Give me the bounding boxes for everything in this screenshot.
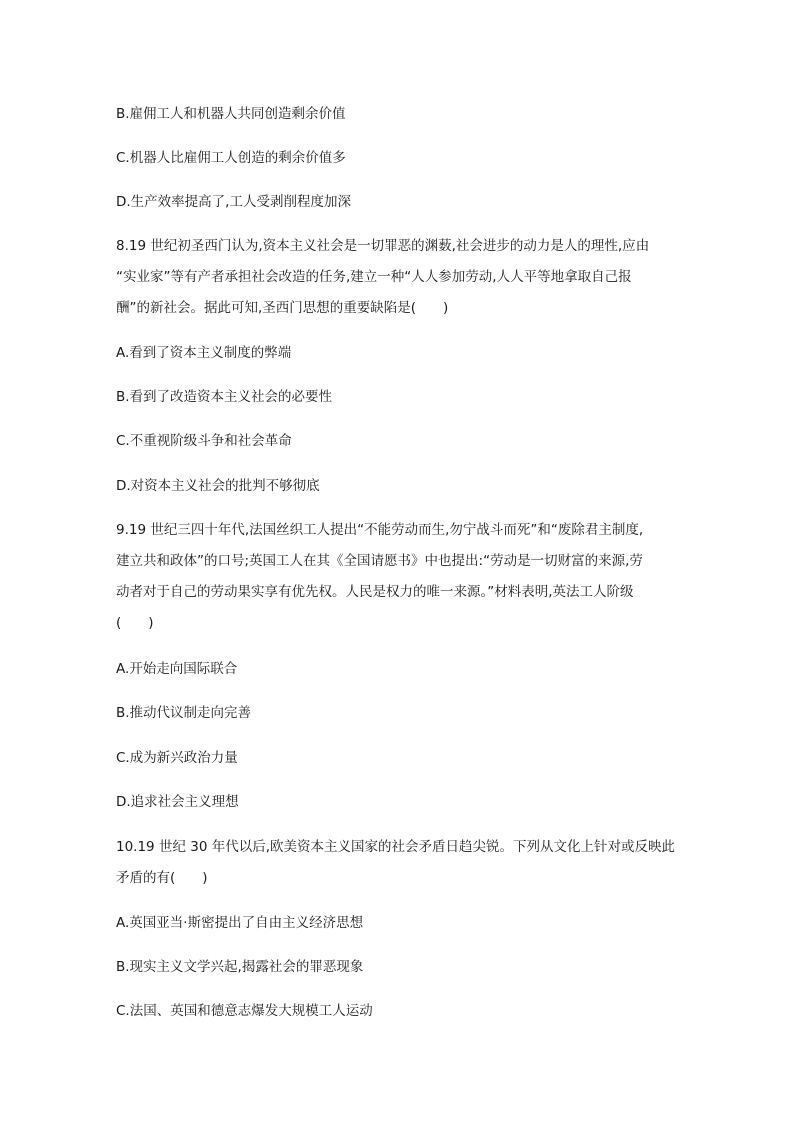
q8-option-a: A.看到了资本主义制度的弊端 [116,345,292,361]
q7-option-b: B.雇佣工人和机器人共同创造剩余价值 [116,106,346,122]
q10-stem-line-1: 10.19 世纪 30 年代以后,欧美资本主义国家的社会矛盾日趋尖锐。下列从文化上针对或反映此 [116,839,675,855]
q8-stem-line-3: 酬”的新社会。据此可知,圣西门思想的重要缺陷是( ) [116,300,449,316]
q8-stem-line-1: 8.19 世纪初圣西门认为,资本主义社会是一切罪恶的渊薮,社会进步的动力是人的理性,应由 [116,238,650,254]
q8-option-d: D.对资本主义社会的批判不够彻底 [116,478,320,494]
q9-stem-line-1: 9.19 世纪三四十年代,法国丝织工人提出“不能劳动而生,勿宁战斗而死”和“废除君主制度, [116,522,644,538]
q10-option-c: C.法国、英国和德意志爆发大规模工人运动 [116,1003,373,1019]
q9-option-c: C.成为新兴政治力量 [116,750,238,766]
q8-option-b: B.看到了改造资本主义社会的必要性 [116,389,333,405]
q9-option-b: B.推动代议制走向完善 [116,705,252,721]
q9-stem-line-4: ( ) [116,615,154,631]
q7-option-c: C.机器人比雇佣工人创造的剩余价值多 [116,150,346,166]
q8-option-c: C.不重视阶级斗争和社会革命 [116,433,292,449]
q8-stem-line-2: “实业家”等有产者承担社会改造的任务,建立一种“人人参加劳动,人人平等地拿取自己报 [116,269,632,285]
q10-stem-line-2: 矛盾的有( ) [116,870,208,886]
q9-stem-line-3: 动者对于自己的劳动果实享有优先权。人民是权力的唯一来源。”材料表明,英法工人阶级 [116,584,634,600]
q9-stem-line-2: 建立共和政体”的口号;英国工人在其《全国请愿书》中也提出:“劳动是一切财富的来源,劳 [116,553,643,569]
q7-option-d: D.生产效率提高了,工人受剥削程度加深 [116,194,351,210]
q10-option-a: A.英国亚当·斯密提出了自由主义经济思想 [116,915,364,931]
q9-option-a: A.开始走向国际联合 [116,661,238,677]
q9-option-d: D.追求社会主义理想 [116,794,239,810]
q10-option-b: B.现实主义文学兴起,揭露社会的罪恶现象 [116,959,364,975]
